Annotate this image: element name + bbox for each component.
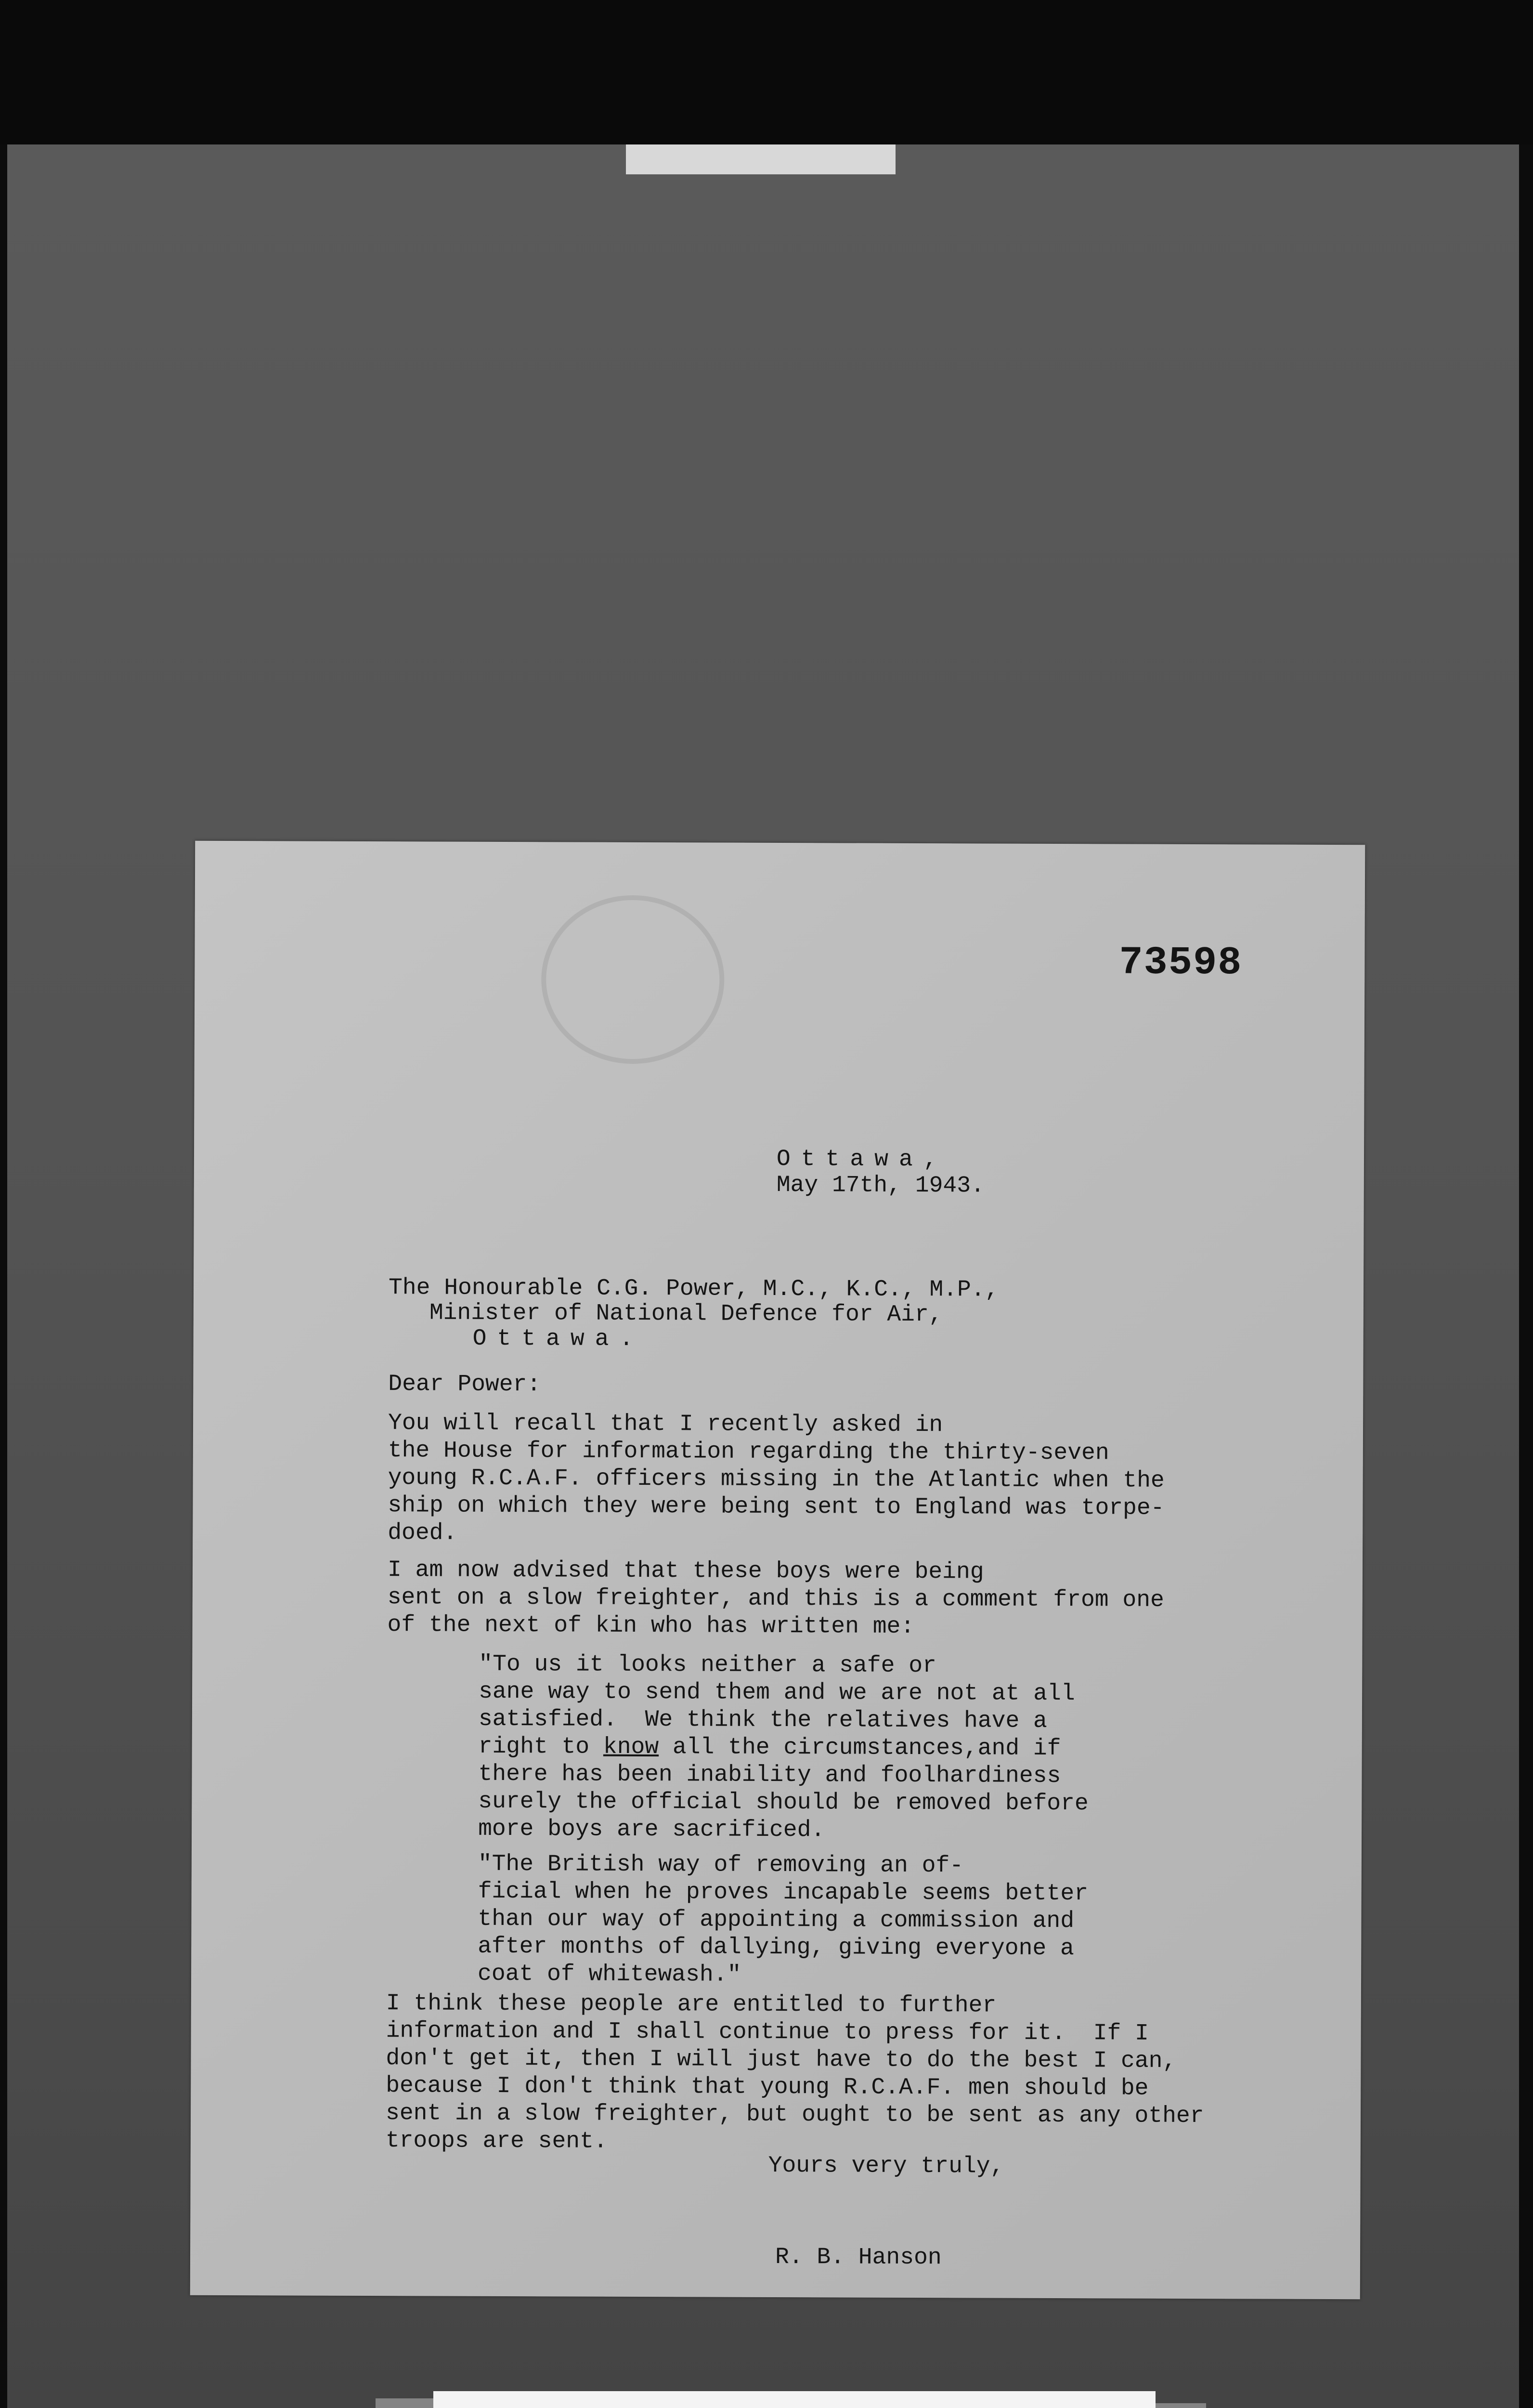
letter-place: Ottawa,	[776, 1146, 948, 1173]
closing: Yours very truly,	[768, 2152, 1004, 2180]
quote-british-way: "The British way of removing an of- ficial when he proves incapable seems better than our way of appointing a commission and after months of dallying, giving everyone a coat of whitewash."	[477, 1851, 1089, 1988]
tape-left	[376, 2398, 433, 2408]
paragraph-further-information: I think these people are entitled to further information and I shall continue to press for it. If I don't get it, then I will just have to do the best I can, because I don't think that young R.C.A.F. men should be sent in a slow freighter, but ought to be sent as any other troops are sent.	[385, 1990, 1204, 2155]
recipient-city: Ottawa.	[472, 1325, 644, 1353]
quote-1-after: all the circumstances,and if there has been inability and foolhardiness surely the official should be removed before more boys are sacrificed.	[478, 1734, 1089, 1844]
recipient-title: Minister of National Defence for Air,	[429, 1300, 943, 1328]
volume-label	[433, 2391, 1156, 2408]
faded-stamp-seal	[541, 895, 725, 1064]
film-top-border	[0, 0, 1533, 144]
quote-next-of-kin	[478, 1651, 1089, 1845]
letter-page	[190, 841, 1365, 2299]
quote-1-emphasis: know	[603, 1734, 659, 1761]
signature-name: R. B. Hanson	[775, 2244, 942, 2271]
paragraph-recall: You will recall that I recently asked in the House for information regarding the thirty-seven young R.C.A.F. officers missing in the Atlantic when the ship on which they were being sent to England was torpe- doed.	[388, 1410, 1165, 1546]
top-paper-tab	[626, 144, 896, 174]
paragraph-advised: I am now advised that these boys were being sent on a slow freighter, and this is a comment from one of the next of kin who has written me:	[387, 1557, 1164, 1640]
letter-date: May 17th, 1943.	[776, 1172, 985, 1199]
recipient-name: The Honourable C.G. Power, M.C., K.C., M.P.,	[388, 1275, 999, 1303]
document-number: 73598	[1119, 940, 1243, 986]
quote-1-before: "To us it looks neither a safe or sane way to send them and we are not at all satisfied. We think the relatives have a right to	[478, 1651, 1075, 1760]
salutation: Dear Power:	[388, 1371, 541, 1398]
